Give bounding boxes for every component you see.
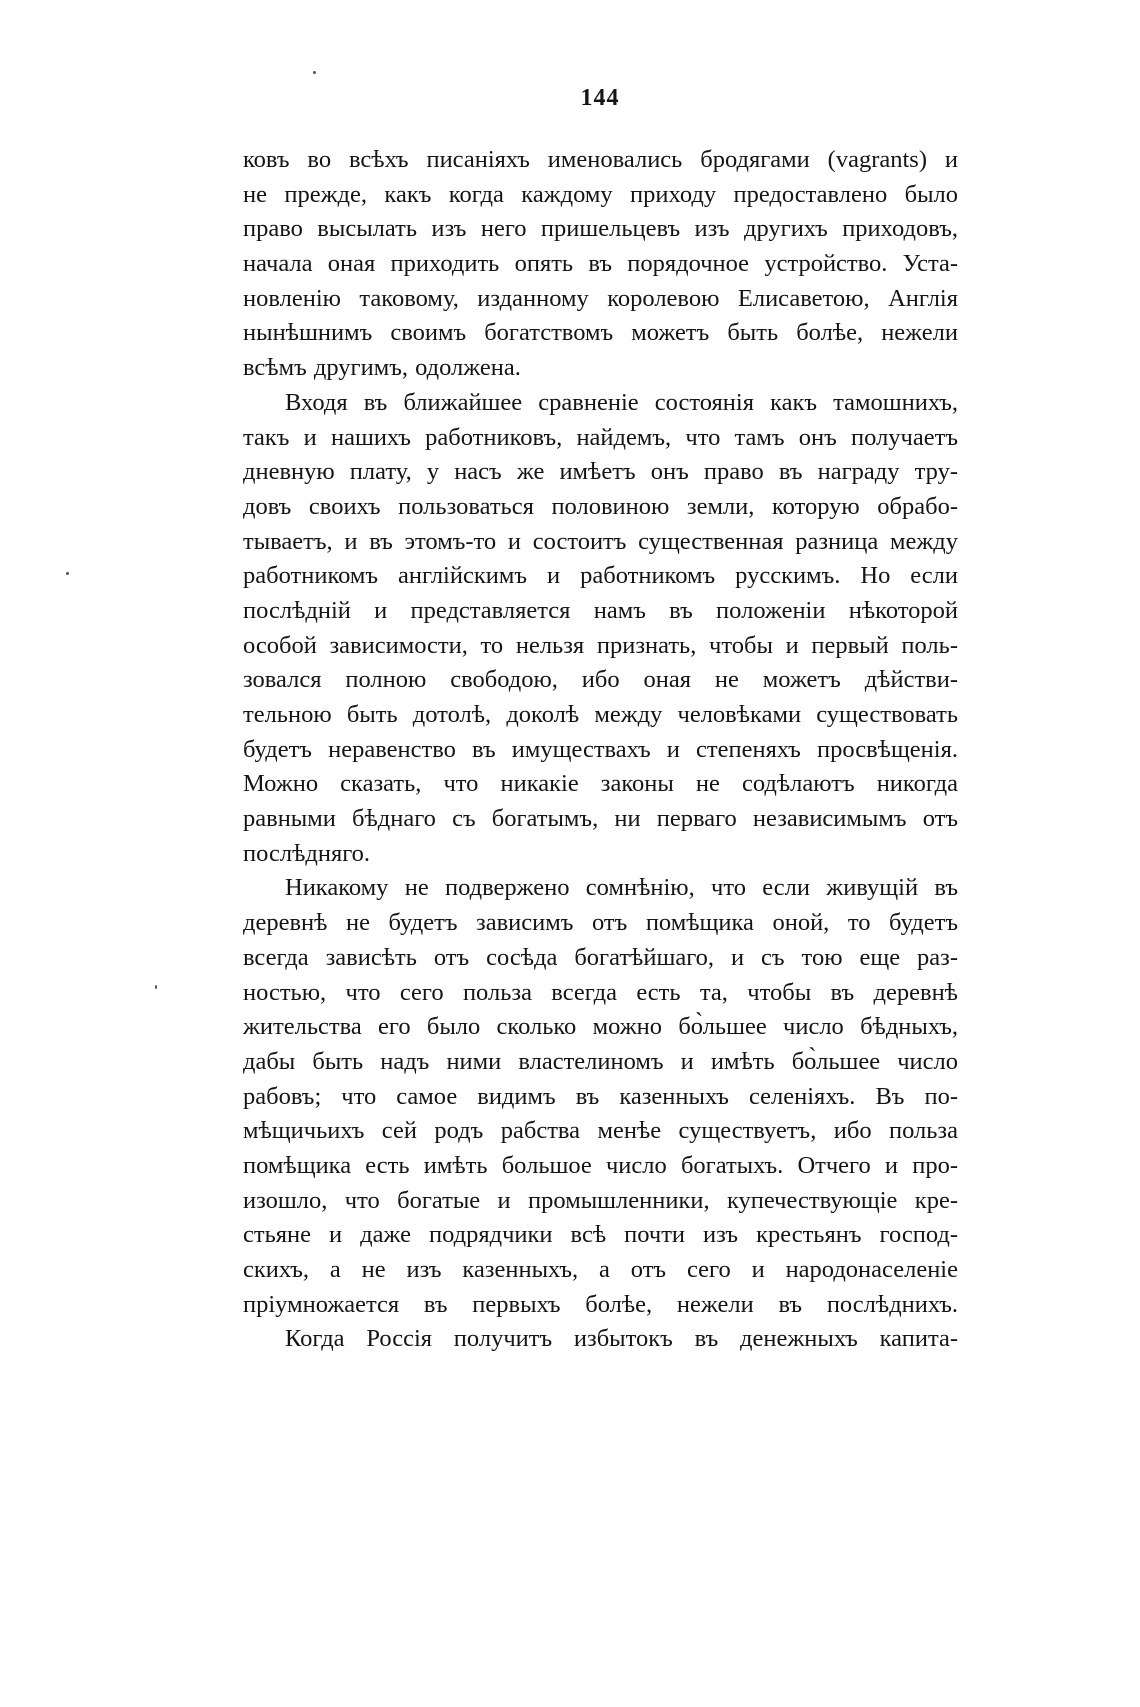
text-line: начала оная приходить опять въ порядочное устройство. Уста- [243,250,958,278]
text-line: пріумножается въ первыхъ болѣе, нежели въ послѣднихъ. [243,1290,958,1318]
text-line: Когда Россія получитъ избытокъ въ денежныхъ капита- [285,1325,958,1353]
text-line: деревнѣ не будетъ зависимъ отъ помѣщика оной, то будетъ [243,909,958,937]
text-line: Входя въ ближайшее сравненіе состоянія какъ тамошнихъ, [285,388,958,416]
text-line: Никакому не подвержено сомнѣнію, что если живущій въ [285,874,958,902]
text-line: будетъ неравенство въ имуществахъ и степеняхъ просвѣщенія. [243,735,958,763]
text-line: такъ и нашихъ работниковъ, найдемъ, что тамъ онъ получаетъ [243,423,958,451]
text-line: послѣдній и представляется намъ въ положеніи нѣкоторой [243,596,958,624]
text-line: тельною быть дотолѣ, доколѣ между человѣками существовать [243,701,958,728]
body-text [243,143,958,1357]
text-line: мѣщичьихъ сей родъ рабства менѣе существуетъ, ибо польза [243,1117,958,1145]
text-line: не прежде, какъ когда каждому приходу предоставлено было [243,180,958,208]
text-line: равными бѣднаго съ богатымъ, ни перваго независимымъ отъ [243,805,958,833]
text-line: право высылать изъ него пришельцевъ изъ другихъ приходовъ, [243,215,958,243]
text-line: зовался полною свободою, ибо оная не можетъ дѣйстви- [243,666,958,694]
text-line: изошло, что богатые и промышленники, купечествующіе кре- [243,1186,958,1214]
text-line: Можно сказать, что никакіе законы не содѣлаютъ никогда [243,770,958,798]
text-line: особой зависимости, то нельзя признать, чтобы и первый поль- [243,631,958,659]
text-line: работникомъ англійскимъ и работникомъ русскимъ. Но если [243,562,958,590]
text-line: всѣмъ другимъ, одолжена. [243,354,521,382]
text-line: новленію таковому, изданному королевою Елисаветою, Англія [243,284,958,312]
scan-speck [313,71,316,74]
text-line: дневную плату, у насъ же имѣетъ онъ право въ награду тру- [243,458,958,486]
scan-speck [155,985,157,989]
text-line: скихъ, а не изъ казенныхъ, а отъ сего и народонаселеніе [243,1256,958,1283]
text-line: тываетъ, и въ этомъ-то и состоитъ существенная разница между [243,527,958,555]
text-line: рабовъ; что самое видимъ въ казенныхъ селеніяхъ. Въ по- [243,1082,958,1110]
text-line: ковъ во всѣхъ писаніяхъ именовались бродягами (vagrants) и [243,146,958,173]
scan-speck [66,572,69,575]
page-number: 144 [580,85,620,111]
text-line: послѣдняго. [243,839,371,867]
text-line: довъ своихъ пользоваться половиною земли, которую обрабо- [243,492,958,520]
text-line: нынѣшнимъ своимъ богатствомъ можетъ быть болѣе, нежели [243,319,958,347]
text-line: жительства его было сколько можно бо̀льшее число бѣдныхъ, [243,1013,958,1041]
text-line: ностью, что сего польза всегда есть та, чтобы въ деревнѣ [243,978,958,1006]
text-line: всегда зависѣть отъ сосѣда богатѣйшаго, и съ тою еще раз- [243,943,958,971]
text-line: помѣщика есть имѣть большое число богатыхъ. Отчего и про- [243,1151,958,1179]
text-line: стьяне и даже подрядчики всѣ почти изъ крестьянъ господ- [243,1221,958,1249]
text-line: дабы быть надъ ними властелиномъ и имѣть бо̀льшее число [243,1047,958,1075]
